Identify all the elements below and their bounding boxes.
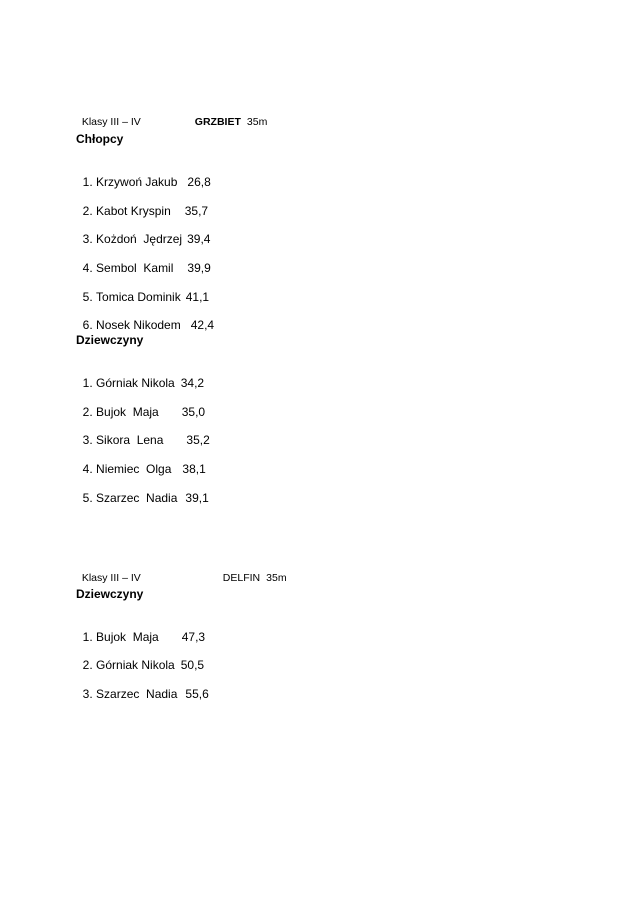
table-row (76, 391, 205, 419)
row-number: 1. (82, 376, 93, 390)
row-number: 2. (82, 204, 93, 218)
part2-header (76, 560, 287, 584)
row-number: 1. (82, 630, 93, 644)
table-row (76, 190, 208, 218)
row-time: 55,6 (185, 687, 209, 701)
row-time: 38,1 (182, 462, 206, 476)
part2-classes: Klasy III – IV (81, 572, 141, 584)
table-row (76, 644, 204, 672)
row-time: 47,3 (181, 630, 206, 644)
row-number: 2. (82, 405, 93, 419)
row-time: 35,7 (184, 204, 209, 218)
row-name: Krzywoń Jakub (96, 175, 178, 189)
row-number: 5. (82, 290, 93, 304)
row-number: 2. (82, 658, 93, 672)
table-row (76, 419, 210, 447)
row-number: 1. (82, 175, 93, 189)
row-name: Szarzec Nadia (96, 491, 178, 505)
row-name: Bujok Maja (96, 405, 159, 419)
row-name: Niemiec Olga (96, 462, 172, 476)
row-time: 50,5 (180, 658, 205, 672)
row-number: 5. (82, 491, 93, 505)
table-row (76, 218, 210, 246)
part1-classes: Klasy III – IV (81, 116, 141, 128)
row-time: 35,0 (181, 405, 206, 419)
row-number: 4. (82, 462, 93, 476)
part1-header (76, 104, 267, 128)
row-number: 6. (82, 318, 93, 332)
table-row (76, 673, 209, 701)
table-row (76, 477, 209, 505)
row-time: 34,2 (180, 376, 205, 390)
part1-distance: 35m (246, 116, 268, 128)
row-name: Nosek Nikodem (96, 318, 181, 332)
row-number: 4. (82, 261, 93, 275)
row-name: Tomica Dominik (96, 290, 181, 304)
row-time: 39,4 (187, 232, 211, 246)
row-time: 39,1 (185, 491, 209, 505)
row-name: Sembol Kamil (96, 261, 174, 275)
table-row (76, 616, 205, 644)
table-row (76, 276, 209, 304)
row-name: Górniak Nikola (96, 658, 175, 672)
row-time: 26,8 (187, 175, 211, 189)
row-name: Bujok Maja (96, 630, 159, 644)
part2-distance: 35m (266, 572, 287, 584)
row-number: 3. (82, 433, 93, 447)
table-row (76, 448, 206, 476)
row-number: 3. (82, 687, 93, 701)
part1-stroke: GRZBIET (194, 116, 241, 128)
table-row (76, 247, 211, 275)
row-time: 42,4 (190, 318, 215, 332)
table-row (76, 161, 211, 189)
part2-stroke: DELFIN (222, 572, 261, 584)
row-name: Szarzec Nadia (96, 687, 178, 701)
table-row (76, 304, 214, 332)
part2-girls-title: Dziewczyny (76, 587, 144, 601)
row-name: Sikora Lena (96, 433, 164, 447)
row-number: 3. (82, 232, 93, 246)
row-name: Kożdoń Jędrzej (96, 232, 183, 246)
row-time: 39,9 (187, 261, 211, 275)
row-time: 41,1 (185, 290, 210, 304)
table-row (76, 362, 204, 390)
part1-boys-title: Chłopcy (76, 132, 124, 146)
row-name: Górniak Nikola (96, 376, 175, 390)
row-time: 35,2 (186, 433, 210, 447)
part1-girls-title: Dziewczyny (76, 333, 144, 347)
row-name: Kabot Kryspin (96, 204, 171, 218)
